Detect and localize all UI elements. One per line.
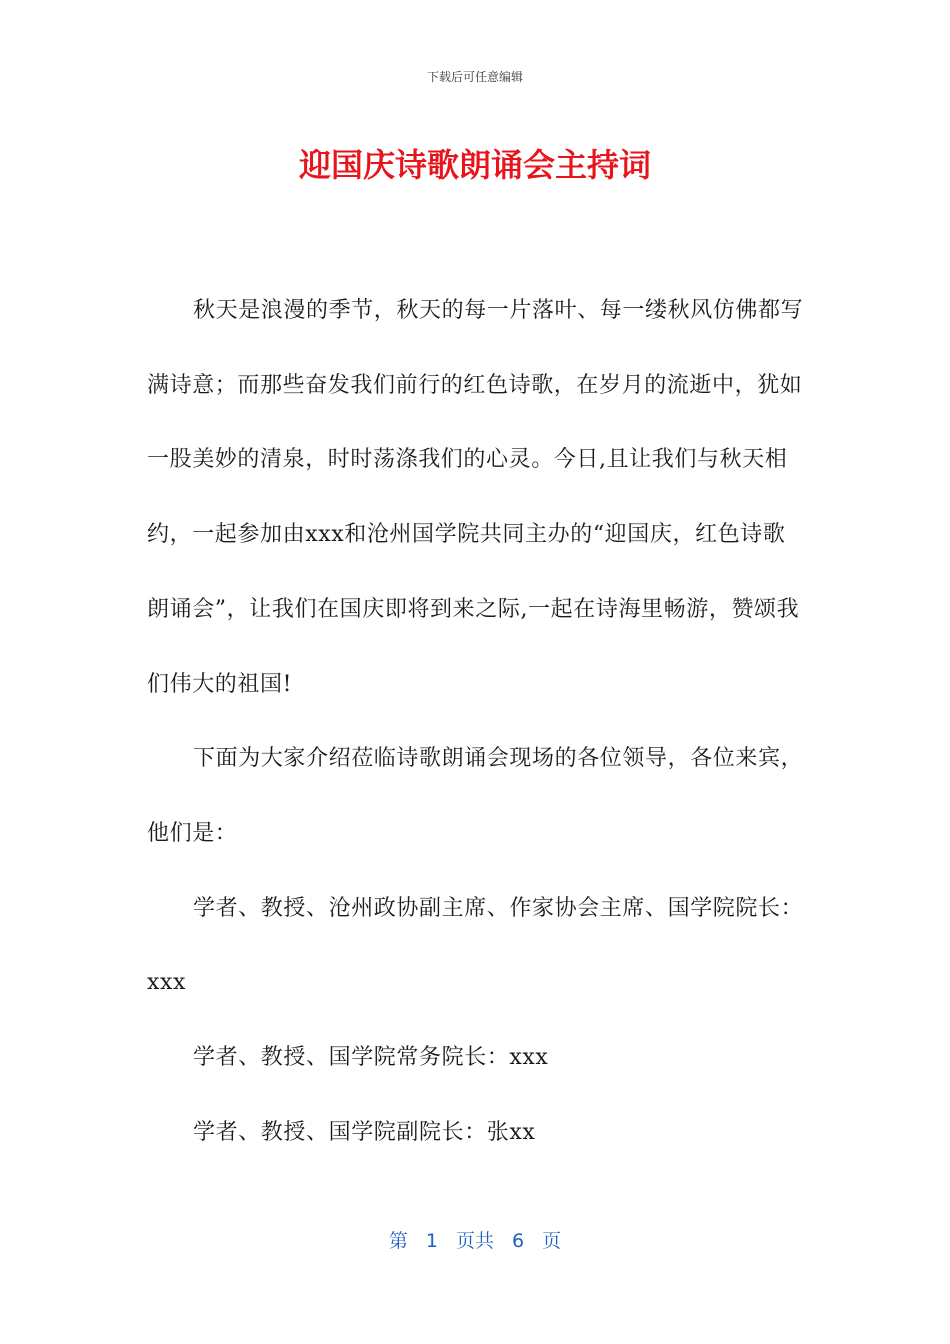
document-body (147, 274, 807, 1170)
paragraph-guest-2: 学者、教授、国学院常务院长：xxx (193, 1045, 549, 1071)
paragraph-guests-intro: 下面为大家介绍莅临诗歌朗诵会现场的各位领导，各位来宾，他们是： (147, 746, 804, 846)
document-title: 迎国庆诗歌朗诵会主持词 (298, 146, 651, 184)
header-note: 下载后可任意编辑 (426, 70, 523, 84)
paragraph-guest-1: 学者、教授、沧州政协副主席、作家协会主席、国学院院长：xxx (147, 895, 804, 996)
paragraph-intro: 秋天是浪漫的季节，秋天的每一片落叶、每一缕秋风仿佛都写满诗意；而那些奋发我们前行的红色诗歌，在岁月的流逝中，犹如一股美妙的清泉，时时荡涤我们的心灵。今日,且让我们与秋天相约，一起参加由xxx和沧州国学院共同主办的“迎国庆，红色诗歌朗诵会”，让我们在国庆即将到来之际,一起在诗海里畅游，赞颂我们伟大的祖国! (147, 298, 804, 697)
page-footer: 第 1 页共 6 页 (388, 1230, 562, 1252)
paragraph-guest-3: 学者、教授、国学院副院长：张xx (193, 1119, 536, 1145)
